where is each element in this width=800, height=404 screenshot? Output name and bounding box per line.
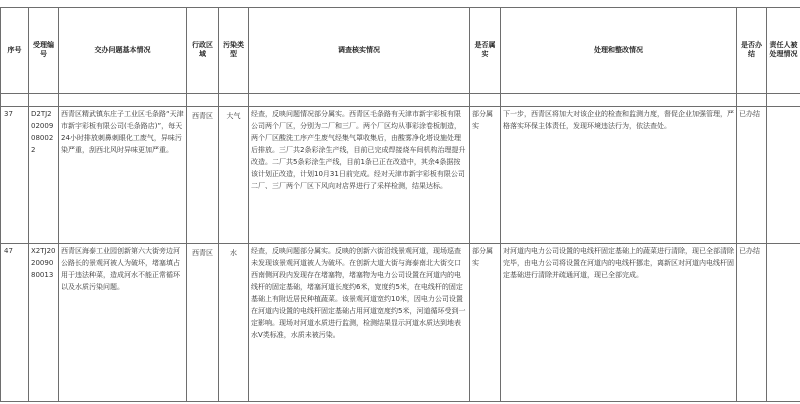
- cell-basic-info: 西青区海泰工业园创新第六大街旁边河公路长的景观河被人为破坏，堵塞填占用于违法种菜，造成河水不能正常循环以及水质污染问题。: [59, 243, 187, 401]
- cell-completed: 已办结: [737, 243, 767, 401]
- cell-accountability: [767, 243, 800, 401]
- cell-receipt-no: D2TJ202009080022: [29, 106, 59, 243]
- cell-handling: 对河道内电力公司设置的电线杆固定基础上的蔬菜进行清除，现已全部清除完毕，由电力公司将设置在河道内的电线杆挪走，离新区对河道内电线杆固定基础进行清除并疏通河道，现已全部完成。: [501, 243, 737, 401]
- cell-investigation: 经查，反映问题情况部分属实。西青区毛条路有天津市新宇彩板有限公司两个厂区，分别为二厂和三厂。两个厂区均从事彩涂卷板制造，两个厂区酸洗工序产生废气经集气罩收集后，由酸雾净化塔设施处理后排放。三厂共2条彩涂生产线，目前已完成焊接烧车间机构治理提升改造。二厂共5条彩涂生产线，目前1条已正在改造中，其余4条据按该计划正改造，计划10月31日前完成。经对天津市新宇彩板有限公司二厂、三厂两个厂区下风向对店界进行了采样检测，结果达标。: [249, 106, 470, 243]
- cell-pollution-type: 水: [219, 243, 249, 401]
- header-receipt-no: 受理编号: [29, 7, 59, 93]
- header-verified: 是否属实: [470, 7, 501, 93]
- cell-basic-info: 西青区精武镇东庄子工业区毛条路“天津市新宇彩板有限公司(毛条路店)”，每天24小时排放刺鼻刺眼化工废气，异味污染严重，刮西北风时异味更加严重。: [59, 106, 187, 243]
- header-accountability: 责任人被处理情况: [767, 7, 800, 93]
- cell-receipt-no: X2TJ202009080013: [29, 243, 59, 401]
- cell-investigation: 经查，反映问题部分属实。反映的创新六街沿线景观河道，现场巡查未发现该景观河道被人为破坏。在创新大道大街与海泰南北大街交口西南侧河段内发现存在堵塞物，堵塞物为电力公司设置在河道内的电线杆的固定基础，堵塞河道长度约6米，宽度约5米，在电线杆的固定基础上有附近居民种植蔬菜。该景观河道宽约10米，因电力公司设置在河道内设置的电线杆固定基础占用河道宽度约5米，河道循环受到一定影响。现场对河道水质进行监测，检测结果显示河道水质达到地表水V类标准，水质未被污染。: [249, 243, 470, 401]
- cell-verified: 部分属实: [470, 243, 501, 401]
- cell-seq: 47: [1, 243, 29, 401]
- table-row: [1, 106, 800, 243]
- header-investigation: 调查核实情况: [249, 7, 470, 93]
- cell-accountability: [767, 106, 800, 243]
- header-basic-info: 交办问题基本情况: [59, 7, 187, 93]
- table-row: [1, 243, 800, 401]
- cell-district: 西青区: [187, 243, 219, 401]
- cell-completed: 已办结: [737, 106, 767, 243]
- cell-handling: 下一步，西青区将加大对该企业的检查和监测力度，督促企业加强管理，严格落实环保主体责任，发现环境违法行为，依法查处。: [501, 106, 737, 243]
- cell-seq: 37: [1, 106, 29, 243]
- header-pollution-type: 污染类型: [219, 7, 249, 93]
- header-seq: 序号: [1, 7, 29, 93]
- header-completed: 是否办结: [737, 7, 767, 93]
- blank-row: [1, 93, 800, 106]
- header-district: 行政区域: [187, 7, 219, 93]
- cell-pollution-type: 大气: [219, 106, 249, 243]
- cell-district: 西青区: [187, 106, 219, 243]
- header-handling: 处理和整改情况: [501, 7, 737, 93]
- header-row: [1, 7, 800, 93]
- cell-verified: 部分属实: [470, 106, 501, 243]
